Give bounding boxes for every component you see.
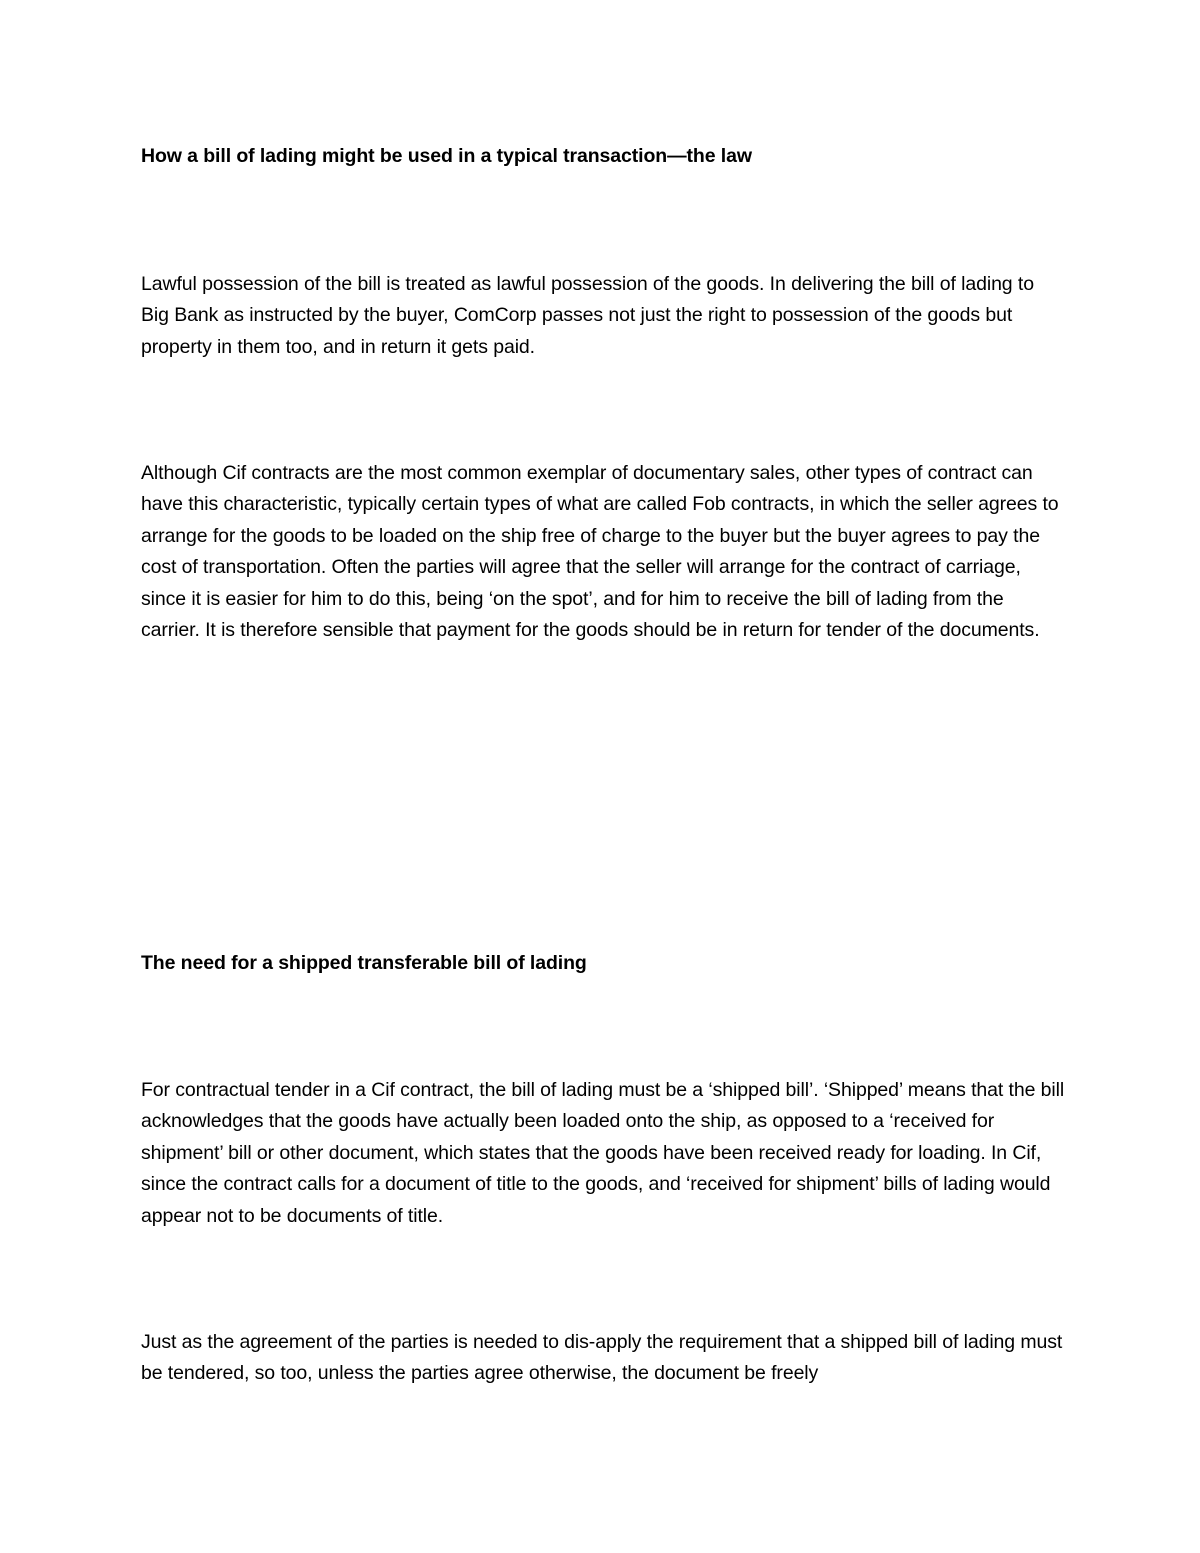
body-paragraph: Lawful possession of the bill is treated as lawful possession of the goods. In delivering the bill of lading to Big Bank as instructed by the buyer, ComCorp passes not just the right to possession of the goods but property in them too, and in return it gets paid. [141, 273, 1034, 358]
section-heading: How a bill of lading might be used in a typical transaction—the law [141, 145, 752, 167]
body-paragraph: Although Cif contracts are the most common exemplar of documentary sales, other types of contract can have this characteristic, typically certain types of what are called Fob contracts, in which the seller agrees to arrange for the goods to be loaded on the ship free of charge to the buyer but the buyer agrees to pay the cost of transportation. Often the parties will agree that the seller will arrange for the contract of carriage, since it is easier for him to do this, being ‘on the spot’, and for him to receive the bill of lading from the carrier. It is therefore sensible that payment for the goods should be in return for tender of the documents. [141, 462, 1059, 642]
body-paragraph: For contractual tender in a Cif contract, the bill of lading must be a ‘shipped bill’. ‘Shipped’ means that the bill acknowledges that the goods have actually been loaded onto the ship, as opposed to a ‘received for shipment’ bill or other document, which states that the goods have been received ready for loading. In Cif, since the contract calls for a document of title to the goods, and ‘received for shipment’ bills of lading would appear not to be documents of title. [141, 1079, 1065, 1227]
section-heading: The need for a shipped transferable bill of lading [141, 952, 587, 974]
body-paragraph: Just as the agreement of the parties is needed to dis-apply the requirement that a shipped bill of lading must be tendered, so too, unless the parties agree otherwise, the document be freely [141, 1331, 1063, 1385]
